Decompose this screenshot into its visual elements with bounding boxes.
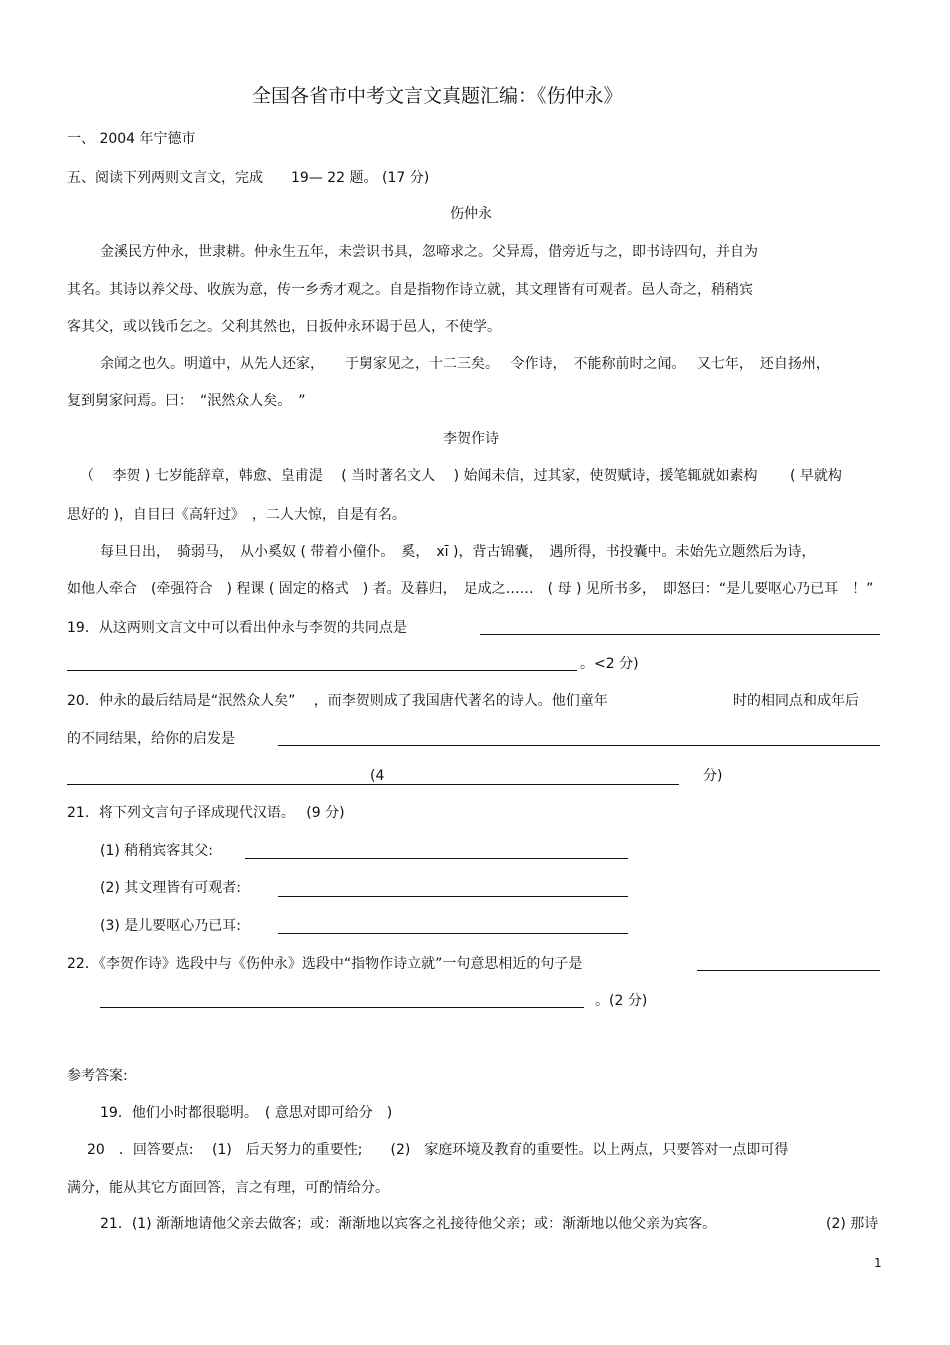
passage2-line: 如他人牵合 (牵强符合 ) 程课 ( 固定的格式 ) 者。及暮归， 足成之…… ( 母 ) 见所书多， 即怒曰：“是儿要呕心乃已耳 ！” — [67, 581, 874, 597]
answer-blank-21-2[interactable] — [278, 896, 628, 897]
question-19-stem: 19．从这两则文言文中可以看出仲永与李贺的共同点是 — [67, 620, 407, 636]
question-21-item: (1) 稍稍宾客其父: — [100, 843, 213, 859]
answer-blank-21-3[interactable] — [278, 933, 628, 934]
passage1-line: 余闻之也久。明道中，从先人还家， 于舅家见之，十二三矣。 令作诗， 不能称前时之闻。 又七年， 还自扬州， — [100, 356, 830, 372]
question-20-line1-tail: 时的相同点和成年后 — [733, 693, 859, 709]
answer-21-line1: 21．(1) 渐渐地请他父亲去做客；或：渐渐地以宾客之礼接待他父亲；或：渐渐地以他父亲为宾客。 — [100, 1216, 717, 1232]
passage1-line: 复到舅家问焉。曰： “泯然众人矣。 ” — [67, 393, 306, 409]
answer-blank-22b[interactable] — [100, 1007, 584, 1008]
answer-21-line1-tail: (2) 那诗 — [826, 1216, 879, 1232]
question-21-stem: 21．将下列文言句子译成现代汉语。 (9 分) — [67, 805, 345, 821]
question-19-score: 。<2 分) — [580, 656, 639, 672]
question-22-score: 。(2 分) — [595, 993, 648, 1009]
passage1-line: 金溪民方仲永，世隶耕。仲永生五年，未尝识书具，忽啼求之。父异焉，借旁近与之，即书诗四句，并自为 — [100, 244, 758, 260]
instruction-text: 五、阅读下列两则文言文，完成 19— 22 题。 (17 分) — [67, 170, 430, 186]
page-number: 1 — [874, 1256, 882, 1270]
question-21-item: (3) 是儿要呕心乃已耳: — [100, 918, 241, 934]
passage1-line: 客其父，或以钱币乞之。父利其然也，日扳仲永环谒于邑人，不使学。 — [67, 319, 501, 335]
answer-blank-19a[interactable] — [480, 634, 880, 635]
answer-20-line1: 20 ．回答要点: (1) 后天努力的重要性; (2) 家庭环境及教育的重要性。以上两点，只要答对一点即可得 — [87, 1142, 789, 1158]
question-22-stem: 22．《李贺作诗》选段中与《伤仲永》选段中“指物作诗立就”一句意思相近的句子是 — [67, 956, 583, 972]
passage2-heading: 李贺作诗 — [443, 431, 499, 447]
question-20-score-a: (4 — [370, 768, 385, 784]
section-label: 一、 2004 年宁德市 — [67, 131, 196, 147]
document-title: 全国各省市中考文言文真题汇编：《伤仲永》 — [252, 85, 623, 107]
passage1-heading: 伤仲永 — [450, 206, 492, 222]
answer-blank-22a[interactable] — [697, 970, 880, 971]
question-20-line2: 的不同结果，给你的启发是 — [67, 731, 235, 747]
passage2-line: （ 李贺 ) 七岁能辞章，韩愈、皇甫湜 ( 当时著名文人 ) 始闻未信，过其家，使贺赋诗，援笔辄就如素构 ( 早就构 — [80, 468, 842, 484]
answer-blank-19b[interactable] — [67, 670, 577, 671]
answer-20-line2: 满分，能从其它方面回答，言之有理，可酌情给分。 — [67, 1180, 389, 1196]
answer-19: 19．他们小时都很聪明。 ( 意思对即可给分 ) — [100, 1105, 393, 1121]
passage2-line: 思好的 )，自目曰《高轩过》 ，二人大惊，自是有名。 — [67, 507, 406, 523]
question-20-score-b: 分) — [703, 768, 723, 784]
passage1-line: 其名。其诗以养父母、收族为意，传一乡秀才观之。自是指物作诗立就，其文理皆有可观者。邑人奇之，稍稍宾 — [67, 282, 753, 298]
answer-blank-21-1[interactable] — [245, 858, 628, 859]
question-20-line1: 20．仲永的最后结局是“泯然众人矣” ，而李贺则成了我国唐代著名的诗人。他们童年 — [67, 693, 608, 709]
question-21-item: (2) 其文理皆有可观者: — [100, 880, 241, 896]
answer-blank-20a[interactable] — [278, 745, 880, 746]
answers-heading: 参考答案: — [67, 1068, 128, 1084]
passage2-line: 每旦日出， 骑弱马， 从小奚奴 ( 带着小僮仆。 奚， xī )，背古锦囊， 遇所得，书投囊中。未始先立题然后为诗， — [100, 544, 816, 560]
